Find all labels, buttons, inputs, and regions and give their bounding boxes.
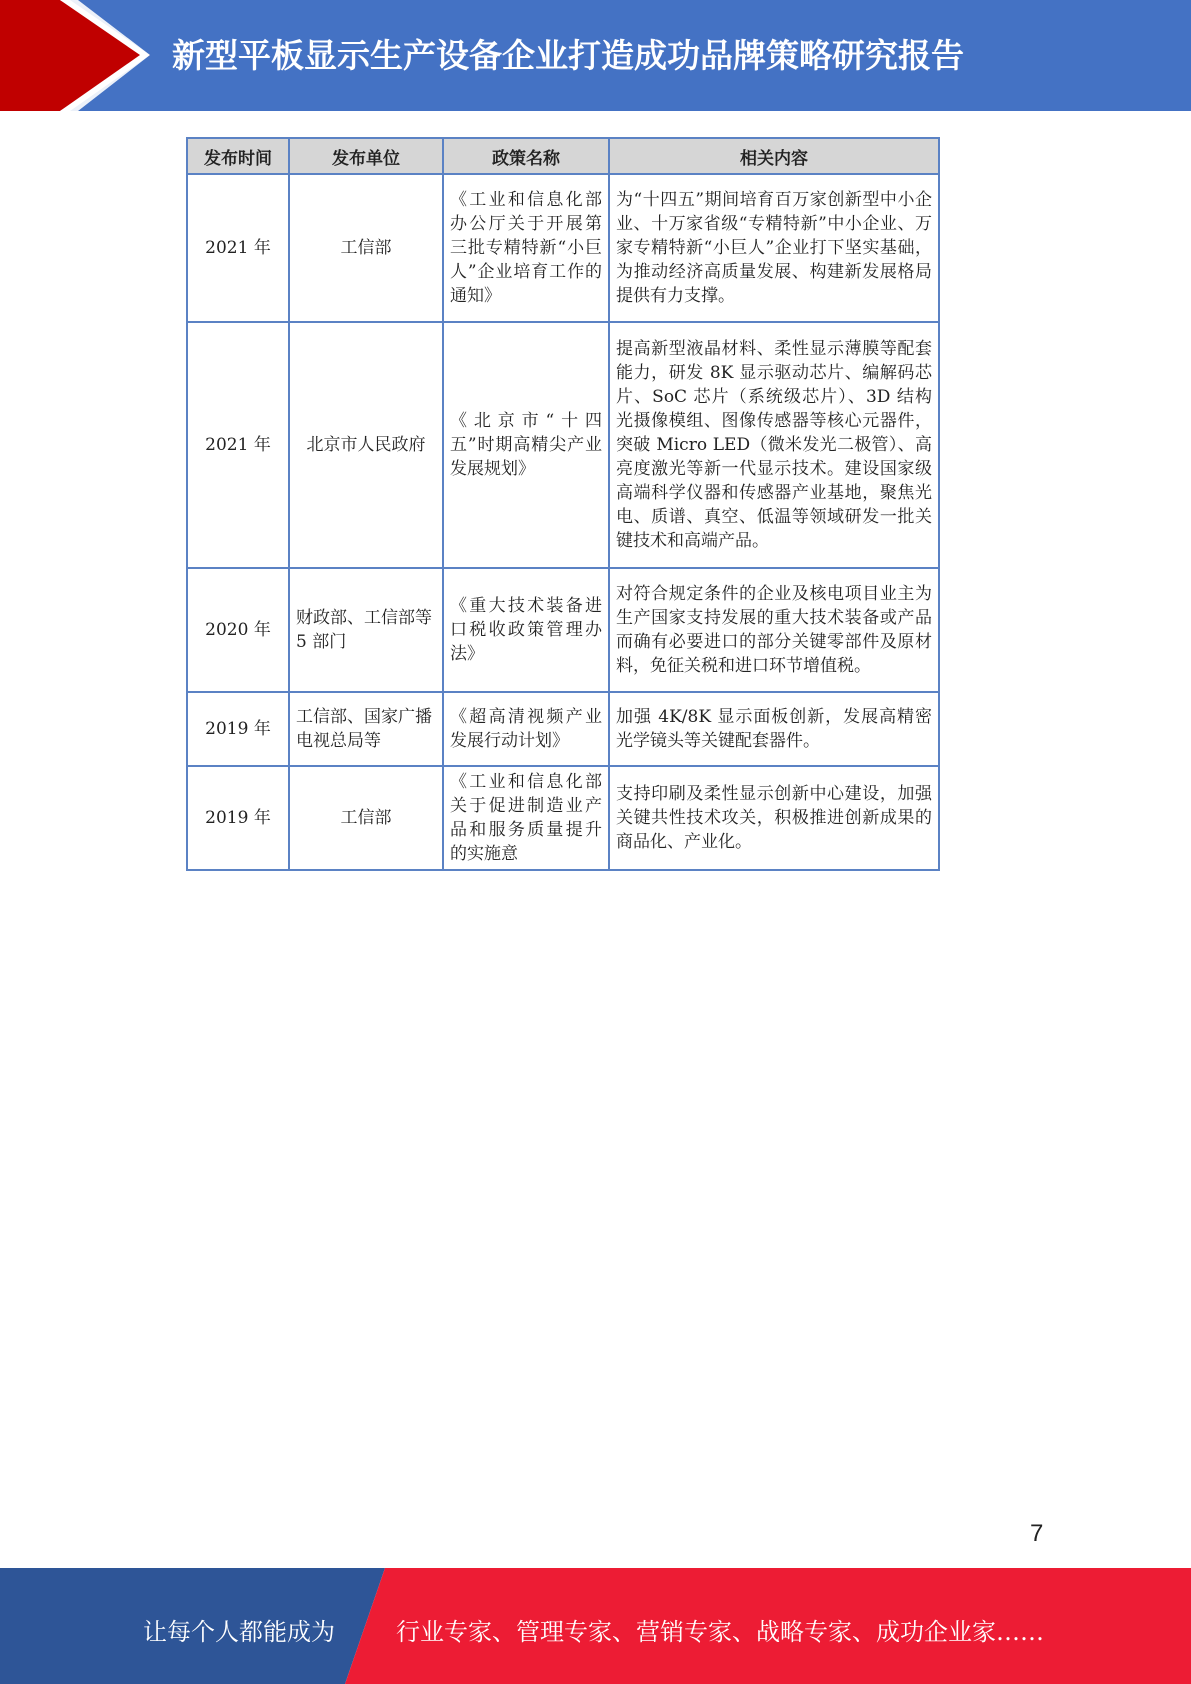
footer-slogan-left: 让每个人都能成为	[143, 1618, 335, 1646]
page-number: 7	[1030, 1520, 1044, 1547]
table-row	[187, 568, 939, 692]
footer-slogan-right: 行业专家、管理专家、营销专家、战略专家、成功企业家……	[396, 1618, 1044, 1646]
cell-policy-name: 《重大技术装备进口税收政策管理办法》	[443, 568, 609, 692]
table-row	[187, 692, 939, 766]
report-title: 新型平板显示生产设备企业打造成功品牌策略研究报告	[172, 36, 964, 75]
table-row	[187, 766, 939, 870]
cell-policy-name: 《北京市“十四五”时期高精尖产业发展规划》	[443, 322, 609, 568]
policy-table	[186, 137, 940, 871]
cell-date: 2021 年	[187, 174, 289, 322]
table-row	[187, 322, 939, 568]
cell-content: 加强 4K/8K 显示面板创新，发展高精密光学镜头等关键配套器件。	[609, 692, 939, 766]
table-header-row	[187, 138, 939, 174]
cell-content: 支持印刷及柔性显示创新中心建设，加强关键共性技术攻关，积极推进创新成果的商品化、产业化。	[609, 766, 939, 870]
cell-policy-name: 《超高清视频产业发展行动计划》	[443, 692, 609, 766]
cell-policy-name: 《工业和信息化部办公厅关于开展第三批专精特新“小巨人”企业培育工作的通知》	[443, 174, 609, 322]
cell-unit: 工信部	[289, 766, 443, 870]
cell-unit: 北京市人民政府	[289, 322, 443, 568]
page-header	[0, 0, 1191, 111]
column-header-content: 相关内容	[609, 138, 939, 174]
cell-content: 为“十四五”期间培育百万家创新型中小企业、十万家省级“专精特新”中小企业、万家专精特新“小巨人”企业打下坚实基础，为推动经济高质量发展、构建新发展格局提供有力支撑。	[609, 174, 939, 322]
cell-content: 对符合规定条件的企业及核电项目业主为生产国家支持发展的重大技术装备或产品而确有必要进口的部分关键零部件及原材料，免征关税和进口环节增值税。	[609, 568, 939, 692]
table-row	[187, 174, 939, 322]
cell-unit: 财政部、工信部等 5 部门	[289, 568, 443, 692]
page-footer	[0, 1568, 1191, 1684]
cell-date: 2021 年	[187, 322, 289, 568]
cell-date: 2019 年	[187, 766, 289, 870]
cell-unit: 工信部	[289, 174, 443, 322]
cell-date: 2019 年	[187, 692, 289, 766]
column-header-date: 发布时间	[187, 138, 289, 174]
cell-content: 提高新型液晶材料、柔性显示薄膜等配套能力，研发 8K 显示驱动芯片、编解码芯片、SoC 芯片（系统级芯片）、3D 结构光摄像模组、图像传感器等核心元器件，突破 Micro LED（微米发光二极管）、高亮度激光等新一代显示技术。建设国家级高端科学仪器和传感器产业基地，聚焦光电、质谱、真空、低温等领域研发一批关键技术和高端产品。	[609, 322, 939, 568]
cell-policy-name: 《工业和信息化部关于促进制造业产品和服务质量提升的实施意	[443, 766, 609, 870]
cell-date: 2020 年	[187, 568, 289, 692]
cell-unit: 工信部、国家广播电视总局等	[289, 692, 443, 766]
column-header-unit: 发布单位	[289, 138, 443, 174]
column-header-policy: 政策名称	[443, 138, 609, 174]
